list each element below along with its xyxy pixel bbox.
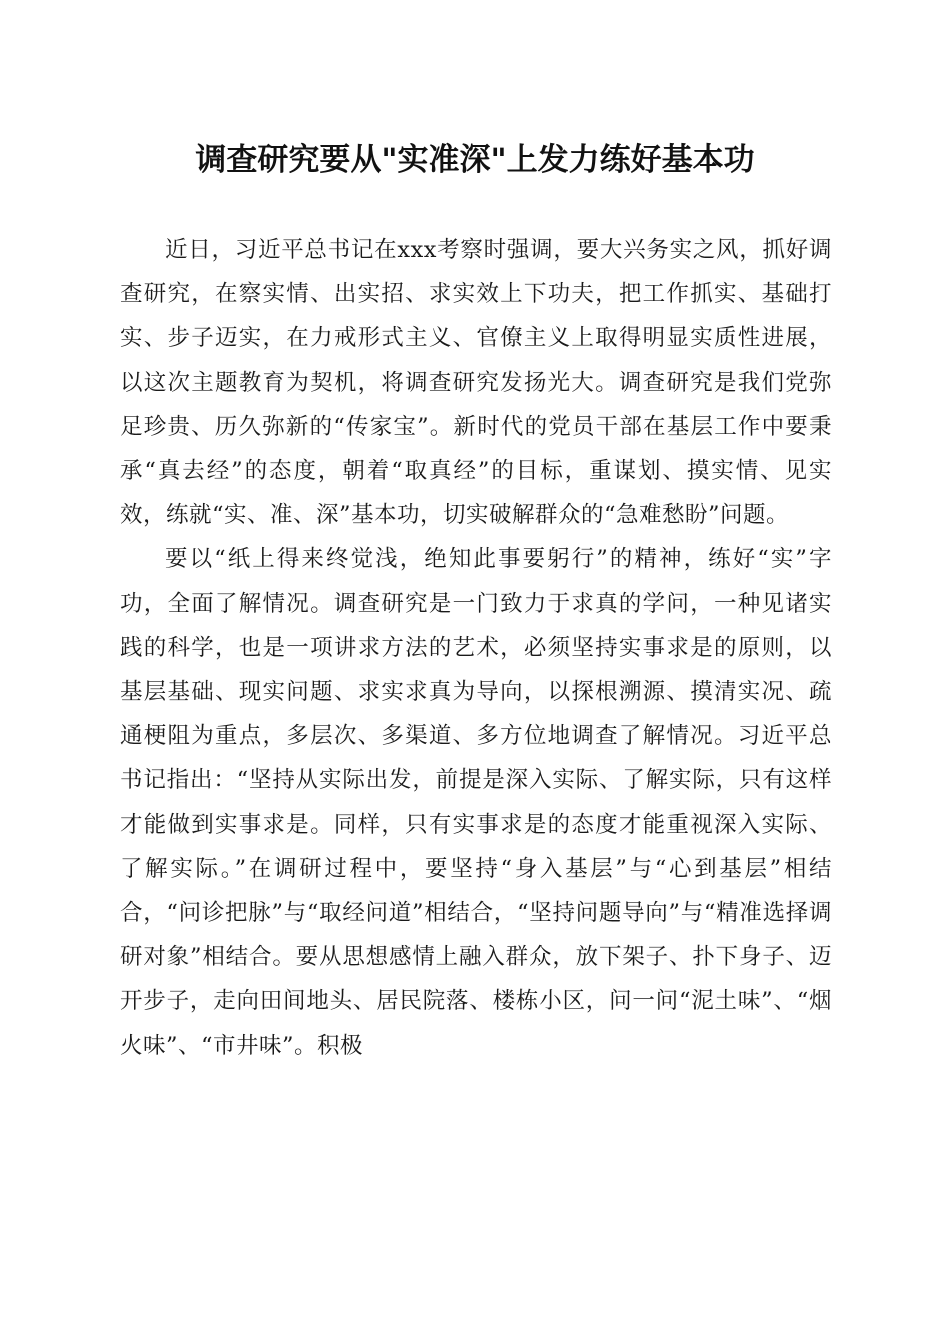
document-title: 调查研究要从"实准深"上发力练好基本功 bbox=[195, 142, 755, 178]
paragraph-2: 要以“纸上得来终觉浅，绝知此事要躬行”的精神，练好“实”字功，全面了解情况。调查研究是一门致力于求真的学问，一种见诸实践的科学，也是一项讲求方法的艺术，必须坚持实事求是的原则，以基层基础、现实问题、求实求真为导向，以探根溯源、摸清实况、疏通梗阻为重点，多层次、多渠道、多方位地调查了解情况。习近平总书记指出：“坚持从实际出发，前提是深入实际、了解实际，只有这样才能做到实事求是。同样，只有实事求是的态度才能重视深入实际、了解实际。”在调研过程中，要坚持“身入基层”与“心到基层”相结合，“问诊把脉”与“取经问道”相结合，“坚持问题导向”与“精准选择调研对象”相结合。要从思想感情上融入群众，放下架子、扑下身子、迈开步子，走向田间地头、居民院落、楼栋小区，问一问“泥土味”、“烟火味”、“市井味”。积极 bbox=[120, 546, 832, 1059]
document-body bbox=[120, 228, 832, 1068]
paragraph-1: 近日，习近平总书记在xxx考察时强调，要大兴务实之风，抓好调查研究，在察实情、出实招、求实效上下功夫，把工作抓实、基础打实、步子迈实，在力戒形式主义、官僚主义上取得明显实质性进展，以这次主题教育为契机，将调查研究发扬光大。调查研究是我们党弥足珍贵、历久弥新的“传家宝”。新时代的党员干部在基层工作中要秉承“真去经”的态度，朝着“取真经”的目标，重谋划、摸实情、见实效，练就“实、准、深”基本功，切实破解群众的“急难愁盼”问题。 bbox=[120, 237, 832, 529]
